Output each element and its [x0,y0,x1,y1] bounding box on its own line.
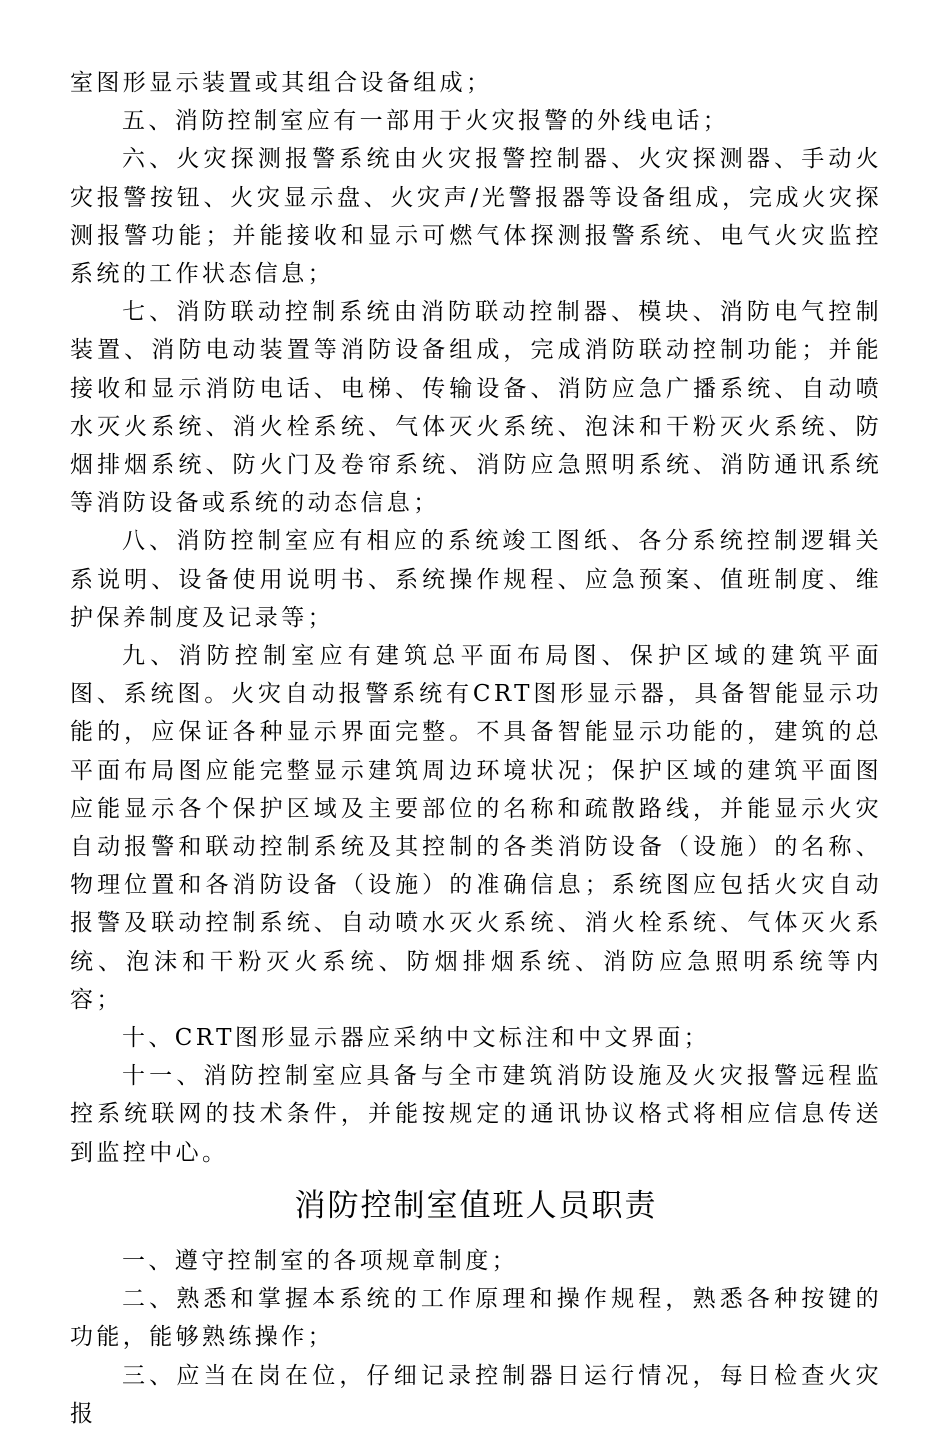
paragraph-item-10: 十、CRT图形显示器应采纳中文标注和中文界面； [122,1025,711,1052]
paragraph-item-8: 八、消防控制室应有相应的系统竣工图纸、各分系统控制逻辑关系说明、设备使用说明书、系统操作规程、应急预案、值班制度、维护保养制度及记录等； [70,528,882,631]
duty-item-1: 一、遵守控制室的各项规章制度； [122,1247,518,1274]
duty-item-2: 二、熟悉和掌握本系统的工作原理和操作规程，熟悉各种按键的功能，能够熟练操作； [70,1286,882,1351]
duty-item-3: 三、应当在岗在位，仔细记录控制器日运行情况，每日检查火灾报 [70,1362,882,1427]
section-title: 消防控制室值班人员职责 [294,1187,658,1224]
paragraph-item-5: 五、消防控制室应有一部用于火灾报警的外线电话； [122,108,730,135]
paragraph-item-11: 十一、消防控制室应具备与全市建筑消防设施及火灾报警远程监控系统联网的技术条件，并能按规定的通讯协议格式将相应信息传送到监控中心。 [70,1063,882,1166]
paragraph-item-9: 九、消防控制室应有建筑总平面布局图、保护区域的建筑平面图、系统图。火灾自动报警系统有CRT图形显示器，具备智能显示功能的，应保证各种显示界面完整。不具备智能显示功能的，建筑的总平面布局图应能完整显示建筑周边环境状况；保护区域的建筑平面图应能显示各个保护区域及主要部位的名称和疏散路线，并能显示火灾自动报警和联动控制系统及其控制的各类消防设备（设施）的名称、物理位置和各消防设备（设施）的准确信息；系统图应包括火灾自动报警及联动控制系统、自动喷水灭火系统、消火栓系统、气体灭火系统、泡沫和干粉灭火系统、防烟排烟系统、消防应急照明系统等内容； [70,643,882,1013]
paragraph-continuation: 室图形显示装置或其组合设备组成； [70,70,493,96]
paragraph-item-6: 六、火灾探测报警系统由火灾报警控制器、火灾探测器、手动火灾报警按钮、火灾显示盘、火灾声/光警报器等设备组成，完成火灾探测报警功能；并能接收和显示可燃气体探测报警系统、电气火灾监控系统的工作状态信息； [70,146,882,288]
paragraph-item-7: 七、消防联动控制系统由消防联动控制器、模块、消防电气控制装置、消防电动装置等消防设备组成，完成消防联动控制功能；并能接收和显示消防电话、电梯、传输设备、消防应急广播系统、自动喷水灭火系统、消火栓系统、气体灭火系统、泡沫和干粉灭火系统、防烟排烟系统、防火门及卷帘系统、消防应急照明系统、消防通讯系统等消防设备或系统的动态信息； [70,299,882,517]
document-page [70,64,882,1433]
